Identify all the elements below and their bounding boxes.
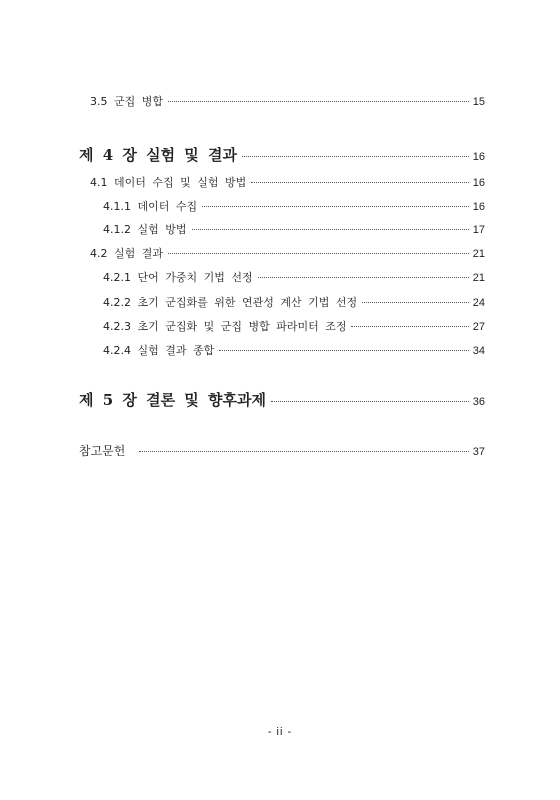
toc-entry-label: 4.1.2 실험 방법 [103,223,187,236]
toc-entry-label: 3.5 군집 병합 [90,95,163,108]
toc-entry-4-1 [90,174,485,190]
toc-chapter-label: 제 4 장 실험 및 결과 [79,146,237,164]
toc-entry-4-2-4 [103,342,485,358]
toc-entry-page: 16 [472,201,485,213]
dot-leader [139,451,468,452]
toc-references [79,442,485,458]
toc-entry-4-2-3 [103,318,485,334]
dot-leader [251,182,469,183]
toc-entry-4-1-1 [103,198,485,214]
dot-leader [192,229,469,230]
toc-entry-page: 16 [472,177,485,189]
toc-entry-page: 21 [472,248,485,260]
toc-chapter-5 [79,389,485,409]
toc-entry-page: 15 [472,96,485,108]
toc-entry-page: 34 [472,345,485,357]
toc-entry-4-1-2 [103,221,485,237]
toc-entry-label: 4.2 실험 결과 [90,247,163,260]
toc-entry-label: 4.2.2 초기 군집화를 위한 연관성 계산 기법 선정 [103,296,358,309]
toc-entry-label: 4.2.4 실험 결과 종합 [103,344,215,357]
dot-leader [271,401,469,402]
dot-leader [168,253,469,254]
dot-leader [219,350,469,351]
dot-leader [242,156,469,157]
toc-entry-page: 17 [472,224,485,236]
dot-leader [202,206,469,207]
toc-entry-4-2 [90,245,485,261]
dot-leader [362,302,469,303]
toc-entry-4-2-2 [103,294,485,310]
dot-leader [258,277,469,278]
toc-entry-label: 4.2.3 초기 군집화 및 군집 병합 파라미터 조정 [103,320,347,333]
toc-chapter-4 [79,144,485,164]
toc-entry-page: 21 [472,272,485,284]
toc-references-label: 참고문헌 [79,444,126,458]
toc-chapter-label: 제 5 장 결론 및 향후과제 [79,391,266,409]
page-number-footer: - ii - [267,726,293,738]
toc-entry-page: 27 [472,321,485,333]
toc-entry-label: 4.1.1 데이터 수집 [103,200,198,213]
toc-entry-3-5 [90,93,485,109]
toc-entry-label: 4.2.1 단어 가중치 기법 선정 [103,271,253,284]
toc-chapter-page: 16 [472,151,485,163]
toc-entry-page: 24 [472,297,485,309]
dot-leader [168,101,469,102]
toc-references-page: 37 [472,446,485,458]
toc-entry-4-2-1 [103,269,485,285]
dot-leader [351,326,468,327]
toc-entry-label: 4.1 데이터 수집 및 실험 방법 [90,176,247,189]
toc-chapter-page: 36 [472,396,485,408]
